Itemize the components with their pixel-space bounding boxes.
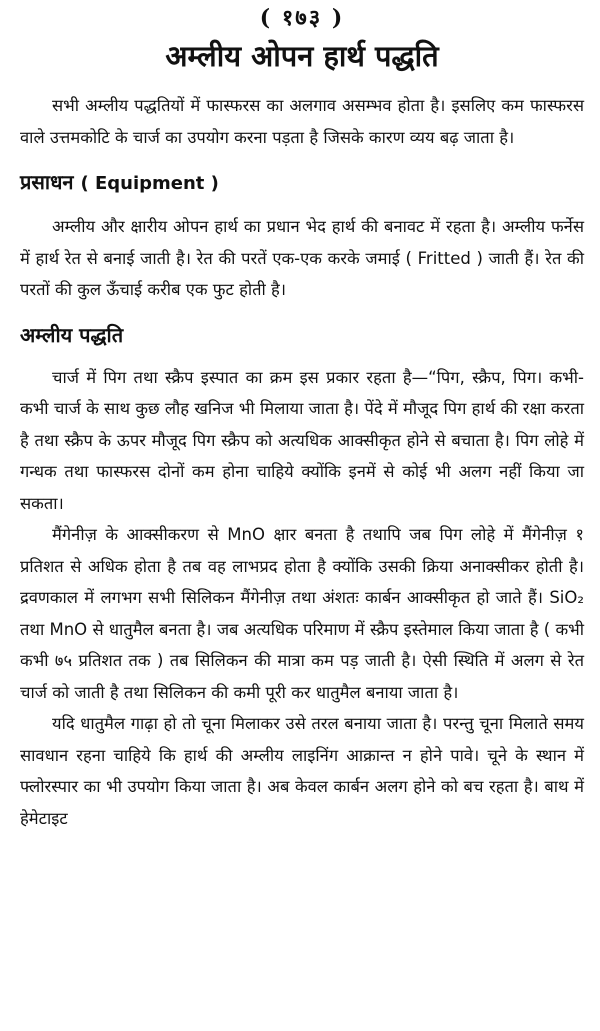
heading-equipment-hindi: प्रसाधन	[20, 170, 74, 194]
acid-paragraph-2: मैंगेनीज़ के आक्सीकरण से MnO क्षार बनता है तथापि जब पिग लोहे में मैंगेनीज़ १ प्रतिशत से अधिक होता है तब वह लाभप्रद होता है क्योंकि उसकी क्रिया अनाक्सीकर होती है। द्रवणकाल में लगभग सभी सिलिकन मैंगेनीज़ तथा अंशतः कार्बन आक्सीकृत हो जाते हैं। SiO₂ तथा MnO से धातुमैल बनता है। जब अत्यधिक परिमाण में स्क्रैप इस्तेमाल किया जाता है ( कभी कभी ७५ प्रतिशत तक ) तब सिलिकन की मात्रा कम पड़ जाती है। ऐसी स्थिति में अलग से रेत चार्ज को जाती है तथा सिलिकन की कमी पूरी कर धातुमैल बनाया जाता है।	[20, 525, 584, 702]
equipment-paragraph: अम्लीय और क्षारीय ओपन हार्थ का प्रधान भेद हार्थ की बनावट में रहता है। अम्लीय फर्नेस में हार्थ रेत से बनाई जाती है। रेत की परतें एक-एक करके जमाई ( Fritted ) जाती हैं। रेत की परतों की कुल ऊँचाई करीब एक फुट होती है।	[20, 217, 584, 299]
page-number: ( १७३ )	[259, 5, 345, 31]
acid-paragraph-3: यदि धातुमैल गाढ़ा हो तो चूना मिलाकर उसे तरल बनाया जाता है। परन्तु चूना मिलाते समय सावधान रहना चाहिये कि हार्थ की अम्लीय लाइनिंग आक्रान्त न होने पावे। चूने के स्थान में फ्लोरस्पार का भी उपयोग किया जाता है। अब केवल कार्बन अलग होने को बच रहता है। बाथ में हेमेटाइट	[20, 714, 584, 828]
section-heading-equipment	[20, 165, 584, 201]
section-heading-acid-process: अम्लीय पद्धति	[20, 322, 124, 347]
intro-paragraph: सभी अम्लीय पद्धतियों में फास्फरस का अलगाव असम्भव होता है। इसलिए कम फास्फरस वाले उत्तमकोटि के चार्ज का उपयोग करना पड़ता है जिसके कारण व्यय बढ़ जाता है।	[20, 96, 584, 147]
acid-paragraph-1: चार्ज में पिग तथा स्क्रैप इस्पात का क्रम इस प्रकार रहता है—“पिग, स्क्रैप, पिग। कभी-कभी चार्ज के साथ कुछ लौह खनिज भी मिलाया जाता है। पेंदे में मौजूद पिग हार्थ की रक्षा करता है तथा स्क्रैप के ऊपर मौजूद पिग स्क्रैप को अत्यधिक आक्सीकृत होने से बचाता है। पिग लोहे में गन्धक तथा फास्फरस दोनों कम होना चाहिये क्योंकि इनमें से कोई भी अलग नहीं किया जा सकता।	[20, 367, 584, 513]
heading-equipment-english: ( Equipment )	[80, 173, 219, 194]
page-title: अम्लीय ओपन हार्थ पद्धति	[165, 39, 439, 73]
